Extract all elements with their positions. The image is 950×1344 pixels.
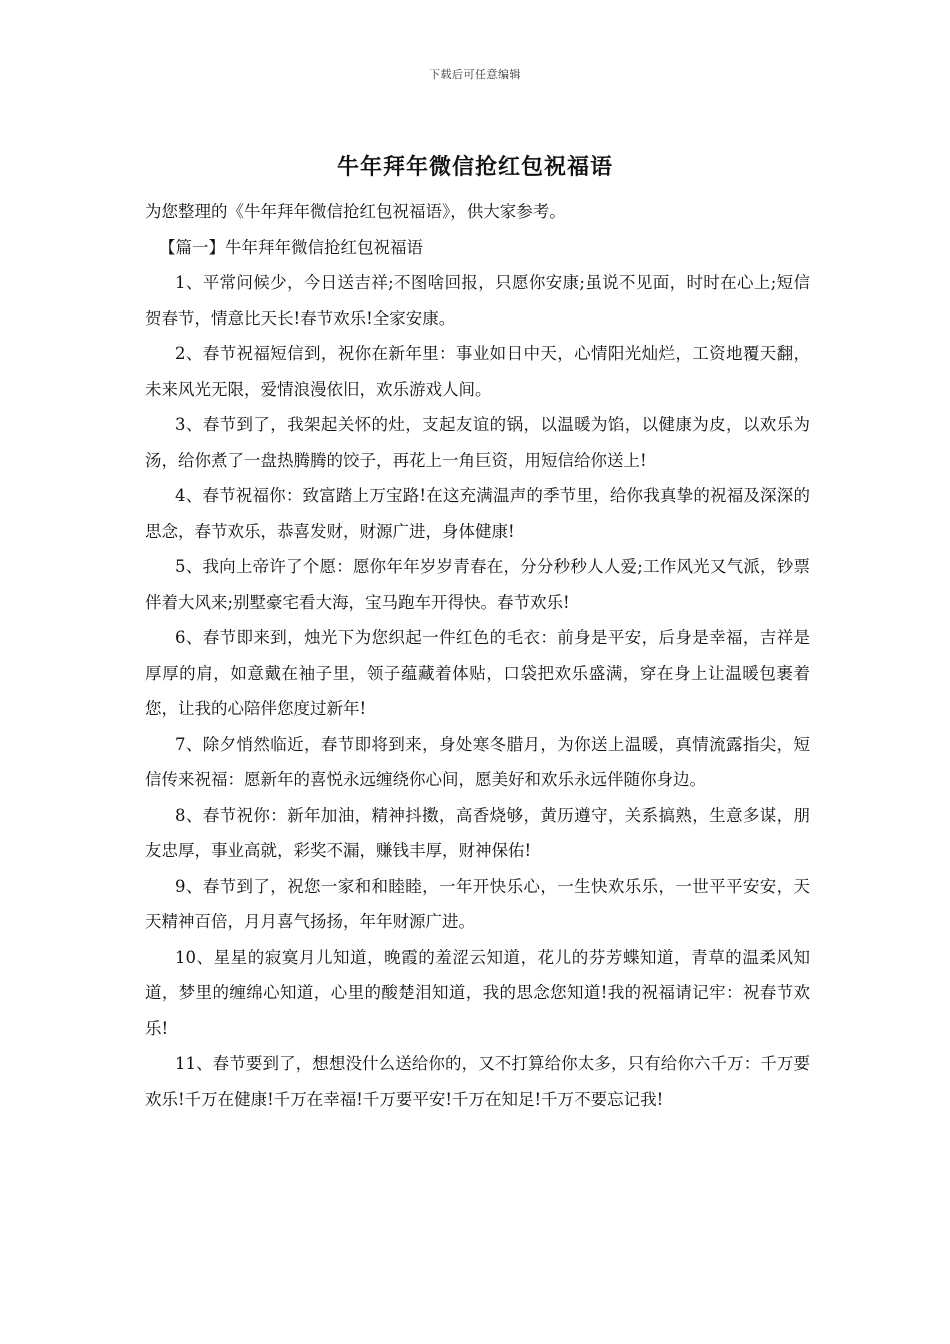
intro-text: 为您整理的《牛年拜年微信抢红包祝福语》，供大家参考。	[145, 202, 566, 221]
section-heading: 【篇一】牛年拜年微信抢红包祝福语	[159, 237, 423, 257]
paragraph-2: 2、春节祝福短信到，祝你在新年里：事业如日中天，心情阳光灿烂，工资地覆天翻，未来风光无限，爱情浪漫依旧，欢乐游戏人间。	[145, 344, 810, 399]
paragraph-9: 9、春节到了，祝您一家和和睦睦，一年开快乐心，一生快欢乐乐，一世平平安安，天天精神百倍，月月喜气扬扬，年年财源广进。	[145, 876, 810, 931]
document-body	[145, 194, 810, 1117]
paragraph-7: 7、除夕悄然临近，春节即将到来，身处寒冬腊月，为你送上温暖，真情流露指尖，短信传来祝福：愿新年的喜悦永远缠绕你心间，愿美好和欢乐永远伴随你身边。	[145, 734, 810, 789]
paragraph-1: 1、平常问候少，今日送吉祥;不图啥回报，只愿你安康;虽说不见面，时时在心上;短信贺春节，情意比天长!春节欢乐!全家安康。	[145, 273, 810, 328]
header-note: 下载后可任意编辑	[429, 68, 521, 81]
paragraph-10: 10、星星的寂寞月儿知道，晚霞的羞涩云知道，花儿的芬芳蝶知道，青草的温柔风知道，梦里的缠绵心知道，心里的酸楚泪知道，我的思念您知道!我的祝福请记牢：祝春节欢乐!	[145, 947, 810, 1038]
paragraph-8: 8、春节祝你：新年加油，精神抖擞，高香烧够，黄历遵守，关系搞熟，生意多谋，朋友忠厚，事业高就，彩奖不漏，赚钱丰厚，财神保佑!	[145, 805, 810, 860]
paragraph-6: 6、春节即来到，烛光下为您织起一件红色的毛衣：前身是平安，后身是幸福，吉祥是厚厚的肩，如意戴在袖子里，领子蕴藏着体贴，口袋把欢乐盛满，穿在身上让温暖包裹着您，让我的心陪伴您度过新年!	[145, 628, 810, 718]
paragraph-4: 4、春节祝福你：致富踏上万宝路!在这充满温声的季节里，给你我真挚的祝福及深深的思念，春节欢乐，恭喜发财，财源广进，身体健康!	[145, 486, 810, 541]
paragraph-5: 5、我向上帝许了个愿：愿你年年岁岁青春在，分分秒秒人人爱;工作风光又气派，钞票伴着大风来;别墅豪宅看大海，宝马跑车开得快。春节欢乐!	[145, 557, 810, 612]
paragraph-3: 3、春节到了，我架起关怀的灶，支起友谊的锅，以温暖为馅，以健康为皮，以欢乐为汤，给你煮了一盘热腾腾的饺子，再花上一角巨资，用短信给你送上!	[145, 415, 810, 470]
page-title: 牛年拜年微信抢红包祝福语	[336, 154, 613, 180]
paragraph-11: 11、春节要到了，想想没什么送给你的，又不打算给你太多，只有给你六千万：千万要欢乐!千万在健康!千万在幸福!千万要平安!千万在知足!千万不要忘记我!	[145, 1054, 810, 1109]
